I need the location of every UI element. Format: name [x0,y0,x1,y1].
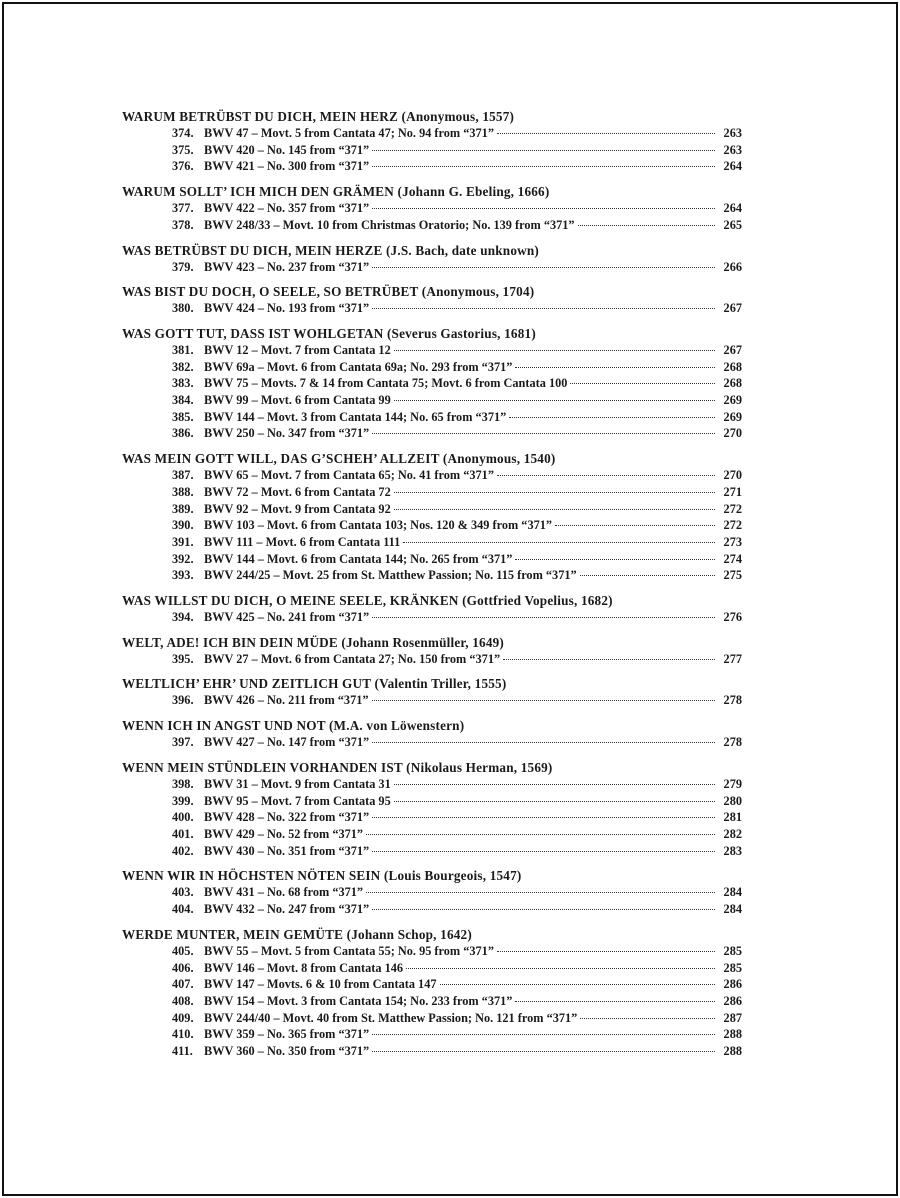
entry-number: 390. [172,518,194,533]
hymn-title: WAS MEIN GOTT WILL, DAS G’SCHEH’ ALLZEIT [122,451,440,467]
hymn-title: WAS BETRÜBST DU DICH, MEIN HERZE [122,242,383,258]
entry-title: BWV 146 – Movt. 8 from Cantata 146 [204,960,404,975]
dot-leader [570,383,715,384]
entry-page-number: 284 [723,885,742,900]
dot-leader [372,308,715,309]
hymn-author: (Anonymous, 1557) [401,109,515,124]
toc-entry [122,200,742,217]
toc-entry [122,943,742,960]
dot-leader [372,208,715,209]
toc-entry [122,692,742,709]
entry-number: 379. [172,259,194,274]
toc-entry [122,793,742,810]
entry-page-number: 263 [723,126,742,140]
hymn-heading [122,926,742,943]
entry-page-number: 280 [723,793,742,808]
hymn-title: WERDE MUNTER, MEIN GEMÜTE [122,926,344,942]
entry-page-number: 265 [723,217,742,232]
entry-number: 394. [172,610,194,625]
entry-number: 375. [172,142,194,157]
entry-number: 392. [172,551,194,566]
entry-number: 377. [172,201,194,216]
dot-leader [372,851,715,852]
dot-leader [372,909,715,910]
entry-page-number: 286 [723,977,742,992]
entry-title: BWV 27 – Movt. 6 from Cantata 27; No. 150 from “371” [204,651,501,666]
dot-leader [580,1018,715,1019]
entry-title: BWV 144 – Movt. 6 from Cantata 144; No. 265 from “371” [204,551,513,566]
toc-section [122,183,742,233]
toc-entry [122,142,742,159]
hymn-author: (Anonymous, 1704) [421,284,535,300]
entry-title: BWV 429 – No. 52 from “371” [204,826,364,841]
hymn-author: (J.S. Bach, date unknown) [385,242,539,258]
entry-title: BWV 428 – No. 322 from “371” [204,810,370,825]
toc-entry [122,884,742,901]
hymn-title: WAS BIST DU DOCH, O SEELE, SO BETRÜBET [122,284,419,300]
entry-page-number: 287 [723,1010,742,1025]
toc-section [122,634,742,668]
entry-number: 383. [172,376,194,391]
entry-number: 411. [172,1044,193,1059]
hymn-title: WELT, ADE! ICH BIN DEIN MÜDE [122,634,338,650]
entry-number: 386. [172,426,194,441]
toc-section [122,242,742,276]
toc-entry [122,776,742,793]
dot-leader [406,968,715,969]
dot-leader [372,617,715,618]
toc-entry [122,259,742,276]
entry-number: 410. [172,1027,194,1042]
entry-title: BWV 147 – Movts. 6 & 10 from Cantata 147 [204,977,437,992]
entry-title: BWV 31 – Movt. 9 from Cantata 31 [204,776,391,791]
toc-entry [122,734,742,751]
entry-title: BWV 432 – No. 247 from “371” [204,902,370,917]
entry-number: 387. [172,468,194,483]
entry-number: 382. [172,359,194,374]
dot-leader [509,417,715,418]
entry-title: BWV 154 – Movt. 3 from Cantata 154; No. 233 from “371” [204,993,513,1008]
entry-title: BWV 425 – No. 241 from “371” [204,610,370,625]
dot-leader [372,150,715,151]
toc-entry [122,551,742,568]
hymn-title: WELTLICH’ EHR’ UND ZEITLICH GUT [122,676,371,692]
entry-page-number: 282 [723,826,742,841]
entry-page-number: 268 [723,376,742,391]
dot-leader [580,575,715,576]
toc-entry [122,484,742,501]
hymn-title: WARUM BETRÜBST DU DICH, MEIN HERZ [122,109,399,124]
toc-entry [122,517,742,534]
entry-number: 393. [172,568,194,583]
toc-entry [122,609,742,626]
hymn-author: (Severus Gastorius, 1681) [386,325,536,341]
entry-page-number: 268 [723,359,742,374]
toc-entry [122,501,742,518]
toc-entry [122,809,742,826]
hymn-author: (M.A. von Löwenstern) [328,718,465,734]
entry-number: 385. [172,409,194,424]
toc-section [122,592,742,626]
entry-title: BWV 244/25 – Movt. 25 from St. Matthew Passion; No. 115 from “371” [204,568,577,583]
entry-title: BWV 359 – No. 365 from “371” [204,1027,370,1042]
toc-entry [122,375,742,392]
entry-number: 406. [172,960,194,975]
toc-entry [122,217,742,234]
toc-section [122,759,742,860]
entry-page-number: 277 [723,651,742,666]
hymn-title: WENN WIR IN HÖCHSTEN NÖTEN SEIN [122,868,381,884]
entry-page-number: 285 [723,943,742,958]
toc-entry [122,1026,742,1043]
entry-title: BWV 427 – No. 147 from “371” [204,735,370,750]
entry-page-number: 285 [723,960,742,975]
hymn-heading [122,675,742,692]
toc-entry [122,342,742,359]
dot-leader [403,542,715,543]
dot-leader [394,509,715,510]
dot-leader [515,559,715,560]
entry-title: BWV 250 – No. 347 from “371” [204,426,370,441]
toc-entry [122,993,742,1010]
dot-leader [515,1001,715,1002]
toc-section [122,675,742,709]
table-of-contents [122,108,742,1068]
entry-number: 378. [172,217,194,232]
entry-title: BWV 55 – Movt. 5 from Cantata 55; No. 95 from “371” [204,943,494,958]
entry-number: 402. [172,843,194,858]
entry-number: 407. [172,977,194,992]
dot-leader [372,267,715,268]
toc-entry [122,158,742,175]
entry-page-number: 288 [723,1044,742,1059]
entry-title: BWV 92 – Movt. 9 from Cantata 92 [204,501,391,516]
entry-page-number: 288 [723,1027,742,1042]
entry-page-number: 279 [723,776,742,791]
entry-page-number: 284 [723,902,742,917]
entry-number: 388. [172,484,194,499]
toc-entry [122,960,742,977]
entry-number: 408. [172,993,194,1008]
entry-page-number: 266 [723,259,742,274]
entry-number: 397. [172,735,194,750]
entry-page-number: 286 [723,993,742,1008]
dot-leader [366,834,715,835]
hymn-title: WAS WILLST DU DICH, O MEINE SEELE, KRÄNKEN [122,593,459,609]
entry-page-number: 264 [723,159,742,174]
entry-title: BWV 426 – No. 211 from “371” [204,693,369,708]
dot-leader [515,367,715,368]
entry-number: 374. [172,126,194,140]
hymn-heading [122,242,742,259]
entry-title: BWV 95 – Movt. 7 from Cantata 95 [204,793,391,808]
toc-entry [122,1043,742,1060]
entry-number: 376. [172,159,194,174]
toc-entry [122,651,742,668]
dot-leader [497,475,715,476]
entry-number: 396. [172,693,194,708]
dot-leader [555,525,715,526]
dot-leader [394,801,715,802]
entry-number: 391. [172,534,194,549]
entry-page-number: 269 [723,393,742,408]
entry-title: BWV 75 – Movts. 7 & 14 from Cantata 75; Movt. 6 from Cantata 100 [204,376,568,391]
entry-page-number: 283 [723,843,742,858]
entry-number: 403. [172,885,194,900]
dot-leader [394,400,715,401]
toc-entry [122,125,742,142]
entry-title: BWV 111 – Movt. 6 from Cantata 111 [204,534,401,549]
dot-leader [578,225,715,226]
toc-entry [122,359,742,376]
entry-page-number: 273 [723,534,742,549]
toc-section [122,926,742,1060]
dot-leader [503,659,715,660]
entry-page-number: 269 [723,409,742,424]
entry-number: 398. [172,776,194,791]
entry-page-number: 270 [723,426,742,441]
hymn-author: (Louis Bourgeois, 1547) [383,868,522,884]
dot-leader [372,742,715,743]
dot-leader [440,984,716,985]
dot-leader [372,433,715,434]
toc-section [122,867,742,917]
entry-page-number: 264 [723,201,742,216]
entry-number: 389. [172,501,194,516]
hymn-heading [122,592,742,609]
entry-page-number: 278 [723,735,742,750]
entry-number: 384. [172,393,194,408]
hymn-heading [122,450,742,467]
toc-entry [122,976,742,993]
entry-title: BWV 248/33 – Movt. 10 from Christmas Oratorio; No. 139 from “371” [204,217,575,232]
entry-title: BWV 424 – No. 193 from “371” [204,301,370,316]
dot-leader [372,166,715,167]
entry-title: BWV 244/40 – Movt. 40 from St. Matthew Passion; No. 121 from “371” [204,1010,578,1025]
hymn-heading [122,717,742,734]
entry-page-number: 271 [723,484,742,499]
hymn-heading [122,759,742,776]
hymn-author: (Johann G. Ebeling, 1666) [397,184,550,200]
entry-number: 400. [172,810,194,825]
entry-title: BWV 72 – Movt. 6 from Cantata 72 [204,484,391,499]
toc-entry [122,467,742,484]
entry-title: BWV 99 – Movt. 6 from Cantata 99 [204,393,391,408]
entry-page-number: 272 [723,518,742,533]
toc-entry [122,843,742,860]
hymn-heading [122,183,742,200]
toc-section [122,450,742,584]
dot-leader [394,784,715,785]
hymn-author: (Nikolaus Herman, 1569) [406,759,553,775]
entry-number: 399. [172,793,194,808]
toc-entry [122,300,742,317]
entry-number: 404. [172,902,194,917]
entry-number: 401. [172,826,194,841]
entry-title: BWV 430 – No. 351 from “371” [204,843,370,858]
entry-title: BWV 431 – No. 68 from “371” [204,885,364,900]
hymn-heading [122,634,742,651]
hymn-author: (Valentin Triller, 1555) [374,676,507,692]
dot-leader [372,1051,715,1052]
hymn-author: (Johann Rosenmüller, 1649) [341,634,505,650]
entry-number: 405. [172,943,194,958]
entry-title: BWV 420 – No. 145 from “371” [204,142,370,157]
entry-title: BWV 65 – Movt. 7 from Cantata 65; No. 41 from “371” [204,468,494,483]
entry-title: BWV 423 – No. 237 from “371” [204,259,370,274]
hymn-title: WENN MEIN STÜNDLEIN VORHANDEN IST [122,759,403,775]
entry-title: BWV 12 – Movt. 7 from Cantata 12 [204,342,391,357]
hymn-heading [122,283,742,300]
dot-leader [394,492,715,493]
entry-title: BWV 69a – Movt. 6 from Cantata 69a; No. 293 from “371” [204,359,513,374]
toc-section [122,325,742,442]
toc-entry [122,826,742,843]
dot-leader [497,951,715,952]
dot-leader [394,350,715,351]
dot-leader [366,892,715,893]
entry-page-number: 272 [723,501,742,516]
entry-title: BWV 422 – No. 357 from “371” [204,201,370,216]
toc-entry [122,567,742,584]
hymn-author: (Anonymous, 1540) [442,451,556,467]
entry-page-number: 270 [723,468,742,483]
toc-section [122,108,742,175]
entry-page-number: 275 [723,568,742,583]
toc-entry [122,1010,742,1027]
dot-leader [372,1034,715,1035]
entry-title: BWV 421 – No. 300 from “371” [204,159,370,174]
dot-leader [372,817,715,818]
entry-page-number: 274 [723,551,742,566]
toc-entry [122,409,742,426]
entry-number: 409. [172,1010,194,1025]
entry-page-number: 267 [723,301,742,316]
hymn-author: (Gottfried Vopelius, 1682) [462,593,613,609]
dot-leader [497,133,715,134]
hymn-title: WAS GOTT TUT, DASS IST WOHLGETAN [122,325,384,341]
entry-title: BWV 103 – Movt. 6 from Cantata 103; Nos. 120 & 349 from “371” [204,518,553,533]
entry-number: 380. [172,301,194,316]
hymn-heading [122,325,742,342]
entry-title: BWV 360 – No. 350 from “371” [204,1044,370,1059]
entry-page-number: 281 [723,810,742,825]
toc-entry [122,534,742,551]
entry-page-number: 263 [723,142,742,157]
hymn-author: (Johann Schop, 1642) [346,926,472,942]
hymn-heading [122,867,742,884]
entry-title: BWV 47 – Movt. 5 from Cantata 47; No. 94 from “371” [204,126,494,140]
entry-number: 381. [172,342,194,357]
toc-entry [122,392,742,409]
toc-section [122,283,742,317]
dot-leader [372,700,715,701]
hymn-heading [122,108,742,125]
toc-entry [122,901,742,918]
hymn-title: WARUM SOLLT’ ICH MICH DEN GRÄMEN [122,184,394,200]
toc-section [122,717,742,751]
entry-page-number: 276 [723,610,742,625]
hymn-title: WENN ICH IN ANGST UND NOT [122,718,326,734]
entry-title: BWV 144 – Movt. 3 from Cantata 144; No. 65 from “371” [204,409,507,424]
entry-page-number: 267 [723,342,742,357]
entry-number: 395. [172,651,194,666]
entry-page-number: 278 [723,693,742,708]
toc-entry [122,425,742,442]
